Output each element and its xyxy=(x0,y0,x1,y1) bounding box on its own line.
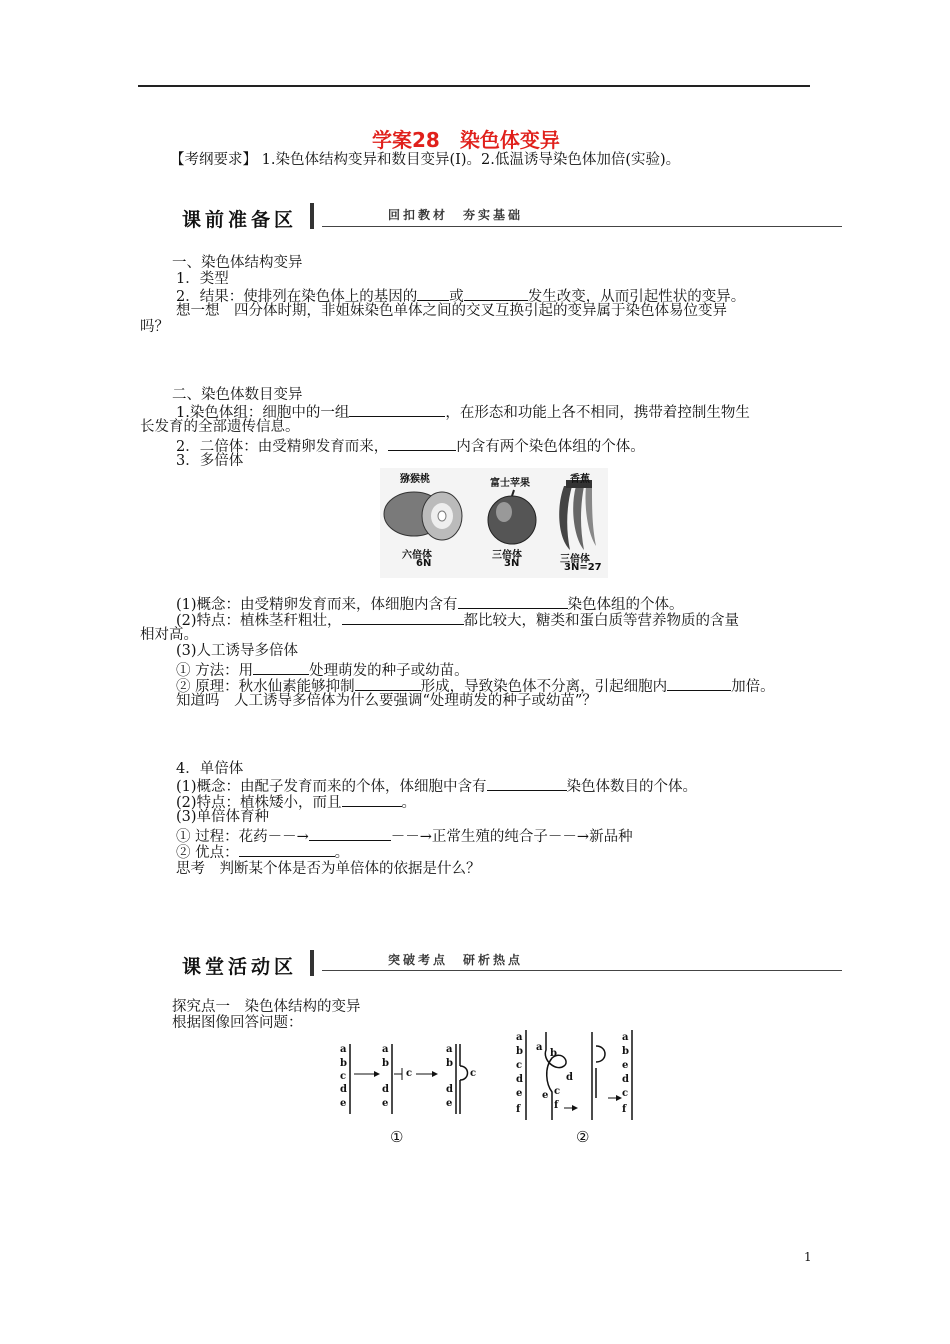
deletion-lines xyxy=(336,1040,486,1120)
requirement-text: 1.染色体结构变异和数目变异(Ⅰ)。2.低温诱导染色体加倍(实验)。 xyxy=(261,152,681,168)
seg-label: d xyxy=(516,1074,523,1085)
polyploid-features: (2)特点：植株茎秆粗壮， 都比较大，糖类和蛋白质等营养物质的含量 xyxy=(176,610,739,630)
section-subtitle: 突破考点 研析热点 xyxy=(388,953,524,967)
seg-label: a xyxy=(446,1044,453,1055)
seg-label: c xyxy=(406,1068,413,1079)
part1-item1: 1．类型 xyxy=(176,271,229,287)
ploidy-apple: 三倍体 xyxy=(492,550,522,561)
breeding-advantage: ② 优点： 。 xyxy=(176,842,349,862)
seg-label: e xyxy=(340,1098,347,1109)
seg-label: d xyxy=(566,1072,573,1083)
blank[interactable] xyxy=(388,436,456,451)
haploid-breeding: (3)单倍体育种 xyxy=(176,809,270,825)
fruit-name-kiwi: 猕猴桃 xyxy=(400,474,430,485)
part1-item2: 2．结果：使排列在染色体上的基因的 或 发生改变，从而引起性状的变异。 xyxy=(176,286,745,306)
blank[interactable] xyxy=(349,402,445,417)
fruit-name-apple: 富士苹果 xyxy=(490,478,530,489)
seg-label: b xyxy=(516,1046,523,1057)
seg-label: b xyxy=(382,1058,389,1069)
polyploid-features-cont: 相对高。 xyxy=(140,627,198,643)
header-tick xyxy=(310,203,314,229)
seg-label: a xyxy=(536,1042,543,1053)
seg-label: b xyxy=(340,1058,347,1069)
seg-label: e xyxy=(542,1090,549,1101)
requirement-tag: 【考纲要求】 xyxy=(170,152,257,168)
deletion-diagram xyxy=(336,1040,486,1120)
blank[interactable] xyxy=(342,792,402,807)
breeding-process: ① 过程：花药－－→ －－→正常生殖的纯合子－－→新品种 xyxy=(176,826,633,846)
seg-label: c xyxy=(340,1071,347,1082)
header-rule xyxy=(322,226,842,227)
explore-prompt: 根据图像回答问题： xyxy=(172,1015,303,1031)
method-line: ① 方法：用 处理萌发的种子或幼苗。 xyxy=(176,660,469,680)
consider-question: 思考 判断某个体是否为单倍体的依据是什么？ xyxy=(176,861,481,877)
n-apple: 3N xyxy=(504,558,520,569)
seg-label: e xyxy=(622,1060,629,1071)
blank[interactable] xyxy=(458,594,568,609)
seg-label: b xyxy=(622,1046,629,1057)
ploidy-banana: 三倍体 xyxy=(560,554,590,565)
polyploid-concept: (1)概念：由受精卵发育而来，体细胞内含有 染色体组的个体。 xyxy=(176,594,684,614)
n-banana: 3N=27 xyxy=(564,562,602,573)
seg-label: c xyxy=(554,1086,561,1097)
diploid-def: 2．二倍体：由受精卵发育而来， 内含有两个染色体组的个体。 xyxy=(176,436,645,456)
think-question-cont: 吗？ xyxy=(140,319,169,335)
seg-label: a xyxy=(622,1032,629,1043)
seg-label: f xyxy=(622,1104,627,1115)
haploid-features: (2)特点：植株矮小，而且 。 xyxy=(176,792,416,812)
section-title: 课堂活动区 xyxy=(182,956,298,978)
top-rule xyxy=(138,85,810,87)
polyploid-heading: 3．多倍体 xyxy=(176,453,244,469)
blank[interactable] xyxy=(417,286,449,301)
explore-heading: 探究点一 染色体结构的变异 xyxy=(172,999,361,1015)
figure-1-label: ① xyxy=(390,1128,404,1146)
seg-label: a xyxy=(382,1044,389,1055)
seg-label: f xyxy=(554,1100,559,1111)
blank[interactable] xyxy=(309,826,391,841)
haploid-heading: 4．单倍体 xyxy=(176,761,244,777)
blank[interactable] xyxy=(487,776,567,791)
page-number: 1 xyxy=(804,1250,812,1264)
part2-heading: 二、染色体数目变异 xyxy=(172,387,303,403)
seg-label: b xyxy=(550,1048,557,1059)
know-question: 知道吗 人工诱导多倍体为什么要强调“处理萌发的种子或幼苗”？ xyxy=(176,693,597,709)
header-tick xyxy=(310,950,314,976)
seg-label: d xyxy=(622,1074,629,1085)
blank[interactable] xyxy=(342,610,464,625)
chromosome-set-def: 1.染色体组：细胞中的一组 ，在形态和功能上各不相同，携带着控制生物生 xyxy=(176,402,750,422)
inversion-diagram xyxy=(512,1028,642,1124)
exam-requirements xyxy=(170,148,680,169)
section-title: 课前准备区 xyxy=(182,209,298,231)
seg-label: e xyxy=(516,1088,523,1099)
seg-label: e xyxy=(446,1098,453,1109)
artificial-polyploid: (3)人工诱导多倍体 xyxy=(176,643,299,659)
blank[interactable] xyxy=(239,842,335,857)
seg-label: f xyxy=(516,1104,521,1115)
blank[interactable] xyxy=(667,676,731,691)
seg-label: d xyxy=(382,1084,389,1095)
seg-label: a xyxy=(340,1044,347,1055)
chromosome-set-def-cont: 长发育的全部遗传信息。 xyxy=(140,419,300,435)
seg-label: c xyxy=(622,1088,629,1099)
fruit-name-banana: 香蕉 xyxy=(570,474,590,485)
part1-heading: 一、染色体结构变异 xyxy=(172,255,303,271)
think-question: 想一想 四分体时期，非姐妹染色单体之间的交叉互换引起的变异属于染色体易位变异 xyxy=(176,303,727,319)
blank[interactable] xyxy=(253,660,309,675)
section-subtitle: 回扣教材 夯实基础 xyxy=(388,208,524,222)
seg-label: d xyxy=(340,1084,347,1095)
blank[interactable] xyxy=(464,286,528,301)
principle-line: ② 原理：秋水仙素能够抑制 形成，导致染色体不分离，引起细胞内 加倍。 xyxy=(176,676,775,696)
haploid-concept: (1)概念：由配子发育而来的个体，体细胞中含有 染色体数目的个体。 xyxy=(176,776,697,796)
seg-label: b xyxy=(446,1058,453,1069)
ploidy-kiwi: 六倍体 xyxy=(402,550,432,561)
seg-label: c xyxy=(516,1060,523,1071)
header-rule xyxy=(322,970,842,971)
figure-2-label: ② xyxy=(576,1128,590,1146)
seg-label: c xyxy=(470,1068,477,1079)
page-title: 学案28 染色体变异 xyxy=(372,128,560,152)
blank[interactable] xyxy=(355,676,421,691)
polyploid-fruit-figure xyxy=(380,468,608,578)
seg-label: a xyxy=(516,1032,523,1043)
seg-label: d xyxy=(446,1084,453,1095)
n-kiwi: 6N xyxy=(416,558,432,569)
seg-label: e xyxy=(382,1098,389,1109)
